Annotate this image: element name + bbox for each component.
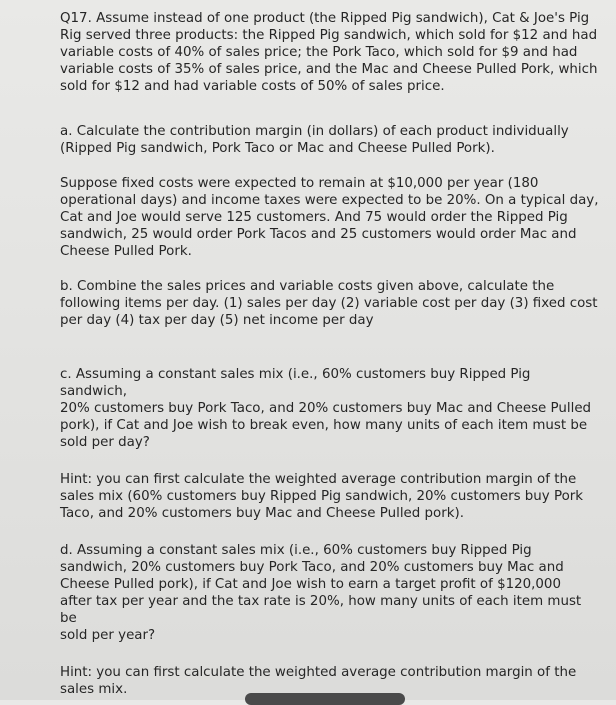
part-d-paragraph: d. Assuming a constant sales mix (i.e., 60% customers buy Ripped Pig sandwich, 20% customers buy Pork Taco, and 20% customers buy Mac and Cheese Pulled pork), if Cat and Joe wish to earn a target profit of $120,000 after tax per year and the tax rate is 20%, how many units of each item must be sold per year? xyxy=(60,543,582,643)
setup-paragraph: Suppose fixed costs were expected to remain at $10,000 per year (180 operational days) and income taxes were expected to be 20%. On a typical day, Cat and Joe would serve 125 customers. And 75 would order the Ripped Pig sandwich, 25 would order Pork Tacos and 25 customers would order Mac and Cheese Pulled Pork. xyxy=(60,176,599,259)
question-paragraph: Q17. Assume instead of one product (the Ripped Pig sandwich), Cat & Joe's Pig Rig served three products: the Ripped Pig sandwich, which sold for $12 and had variable costs of 40% of sales price; the Pork Taco, which sold for $9 and had variable costs of 35% of sales price, and the Mac and Cheese Pulled Pork, which sold for $12 and had variable costs of 50% of sales price. xyxy=(60,11,598,94)
document-page xyxy=(60,10,600,698)
part-a-paragraph: a. Calculate the contribution margin (in dollars) of each product individually (Ripped Pig sandwich, Pork Taco or Mac and Cheese Pulled Pork). xyxy=(60,124,569,156)
hint-1-paragraph: Hint: you can first calculate the weighted average contribution margin of the sales mix (60% customers buy Ripped Pig sandwich, 20% customers buy Pork Taco, and 20% customers buy Mac and Cheese Pulled pork). xyxy=(60,472,584,521)
part-c-paragraph: c. Assuming a constant sales mix (i.e., 60% customers buy Ripped Pig sandwich, 20% customers buy Pork Taco, and 20% customers buy Mac and Cheese Pulled pork), if Cat and Joe wish to break even, how many units of each item must be sold per day? xyxy=(60,367,592,450)
hint-2-paragraph: Hint: you can first calculate the weighted average contribution margin of the sales mix. xyxy=(60,665,577,697)
part-b-paragraph: b. Combine the sales prices and variable costs given above, calculate the following items per day. (1) sales per day (2) variable cost per day (3) fixed cost per day (4) tax per day (5) net income per day xyxy=(60,279,598,328)
bottom-toolbar-bar xyxy=(245,693,405,705)
